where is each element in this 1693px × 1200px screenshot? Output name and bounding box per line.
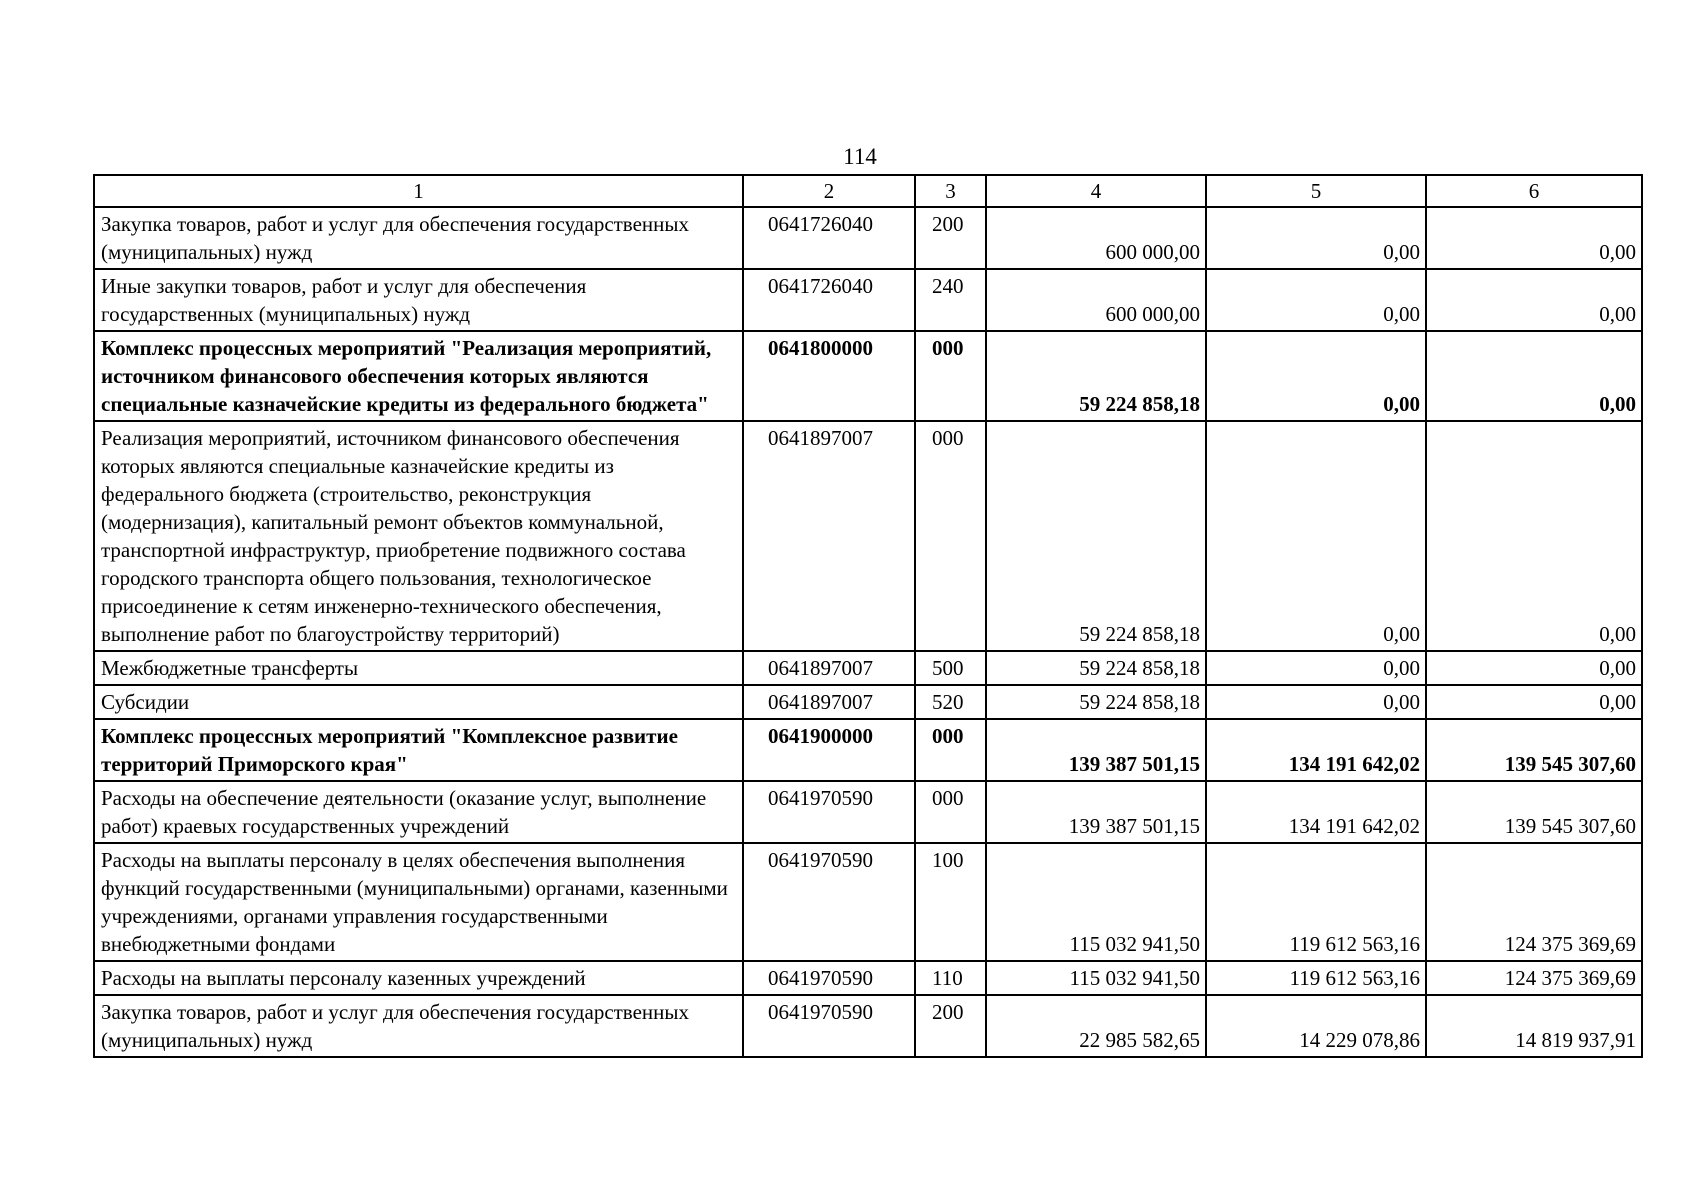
table-row xyxy=(94,685,1642,719)
row-value-col6: 0,00 xyxy=(1426,421,1642,651)
table-row xyxy=(94,781,1642,843)
table-row xyxy=(94,995,1642,1057)
column-header: 4 xyxy=(986,175,1206,207)
row-type: 200 xyxy=(915,995,986,1057)
column-header: 1 xyxy=(94,175,743,207)
row-name: Реализация мероприятий, источником финансового обеспечения которых являются специальные казначейские кредиты из федерального бюджета (строительство, реконструкция (модернизация), капитальный ремонт объектов коммунальной, транспортной инфраструктур, приобретение подвижного состава городского транспорта общего пользования, технологическое присоединение к сетям инженерно-технического обеспечения, выполнение работ по благоустройству территорий) xyxy=(94,421,743,651)
table-row xyxy=(94,961,1642,995)
row-value-col6: 0,00 xyxy=(1426,331,1642,421)
row-type: 110 xyxy=(915,961,986,995)
row-code: 0641897007 xyxy=(743,685,915,719)
row-value-col5: 0,00 xyxy=(1206,421,1426,651)
row-name: Закупка товаров, работ и услуг для обеспечения государственных (муниципальных) нужд xyxy=(94,995,743,1057)
column-header: 6 xyxy=(1426,175,1642,207)
row-value-col5: 0,00 xyxy=(1206,685,1426,719)
row-code: 0641900000 xyxy=(743,719,915,781)
row-code: 0641970590 xyxy=(743,961,915,995)
row-value-col4: 139 387 501,15 xyxy=(986,781,1206,843)
row-value-col5: 134 191 642,02 xyxy=(1206,719,1426,781)
row-value-col4: 115 032 941,50 xyxy=(986,843,1206,961)
row-value-col4: 115 032 941,50 xyxy=(986,961,1206,995)
row-name: Расходы на выплаты персоналу в целях обеспечения выполнения функций государственными (муниципальными) органами, казенными учреждениями, органами управления государственными внебюджетными фондами xyxy=(94,843,743,961)
row-type: 100 xyxy=(915,843,986,961)
row-value-col6: 0,00 xyxy=(1426,207,1642,269)
table-row xyxy=(94,843,1642,961)
row-code: 0641897007 xyxy=(743,651,915,685)
row-name: Иные закупки товаров, работ и услуг для обеспечения государственных (муниципальных) нужд xyxy=(94,269,743,331)
row-code: 0641970590 xyxy=(743,843,915,961)
header-row xyxy=(94,175,1642,207)
budget-table xyxy=(93,174,1643,1058)
row-value-col4: 59 224 858,18 xyxy=(986,685,1206,719)
table-row xyxy=(94,269,1642,331)
row-type: 000 xyxy=(915,781,986,843)
row-value-col6: 124 375 369,69 xyxy=(1426,843,1642,961)
column-header: 5 xyxy=(1206,175,1426,207)
row-type: 000 xyxy=(915,421,986,651)
row-code: 0641970590 xyxy=(743,781,915,843)
row-value-col4: 59 224 858,18 xyxy=(986,651,1206,685)
row-value-col6: 124 375 369,69 xyxy=(1426,961,1642,995)
row-name: Расходы на выплаты персоналу казенных учреждений xyxy=(94,961,743,995)
row-value-col4: 139 387 501,15 xyxy=(986,719,1206,781)
row-type: 520 xyxy=(915,685,986,719)
row-value-col5: 14 229 078,86 xyxy=(1206,995,1426,1057)
row-name: Межбюджетные трансферты xyxy=(94,651,743,685)
row-name: Субсидии xyxy=(94,685,743,719)
table-row xyxy=(94,207,1642,269)
row-type: 240 xyxy=(915,269,986,331)
row-value-col4: 59 224 858,18 xyxy=(986,331,1206,421)
row-value-col6: 139 545 307,60 xyxy=(1426,719,1642,781)
row-type: 000 xyxy=(915,719,986,781)
row-value-col4: 59 224 858,18 xyxy=(986,421,1206,651)
column-header: 3 xyxy=(915,175,986,207)
row-type: 500 xyxy=(915,651,986,685)
row-value-col5: 0,00 xyxy=(1206,207,1426,269)
row-name: Закупка товаров, работ и услуг для обеспечения государственных (муниципальных) нужд xyxy=(94,207,743,269)
row-type: 000 xyxy=(915,331,986,421)
row-value-col5: 0,00 xyxy=(1206,651,1426,685)
row-value-col4: 600 000,00 xyxy=(986,207,1206,269)
row-value-col6: 0,00 xyxy=(1426,269,1642,331)
row-value-col5: 134 191 642,02 xyxy=(1206,781,1426,843)
table-row xyxy=(94,331,1642,421)
row-code: 0641970590 xyxy=(743,995,915,1057)
row-value-col5: 0,00 xyxy=(1206,331,1426,421)
row-value-col5: 119 612 563,16 xyxy=(1206,843,1426,961)
row-code: 0641800000 xyxy=(743,331,915,421)
row-value-col6: 139 545 307,60 xyxy=(1426,781,1642,843)
page-number: 114 xyxy=(843,144,877,169)
row-type: 200 xyxy=(915,207,986,269)
table-row xyxy=(94,651,1642,685)
row-value-col4: 600 000,00 xyxy=(986,269,1206,331)
table-row xyxy=(94,719,1642,781)
row-code: 0641726040 xyxy=(743,269,915,331)
row-code: 0641726040 xyxy=(743,207,915,269)
row-value-col4: 22 985 582,65 xyxy=(986,995,1206,1057)
row-value-col6: 0,00 xyxy=(1426,685,1642,719)
row-value-col5: 119 612 563,16 xyxy=(1206,961,1426,995)
row-code: 0641897007 xyxy=(743,421,915,651)
row-value-col6: 14 819 937,91 xyxy=(1426,995,1642,1057)
row-value-col5: 0,00 xyxy=(1206,269,1426,331)
row-name: Расходы на обеспечение деятельности (оказание услуг, выполнение работ) краевых государственных учреждений xyxy=(94,781,743,843)
column-header: 2 xyxy=(743,175,915,207)
row-name: Комплекс процессных мероприятий "Реализация мероприятий, источником финансового обеспечения которых являются специальные казначейские кредиты из федерального бюджета" xyxy=(94,331,743,421)
row-value-col6: 0,00 xyxy=(1426,651,1642,685)
table-row xyxy=(94,421,1642,651)
row-name: Комплекс процессных мероприятий "Комплексное развитие территорий Приморского края" xyxy=(94,719,743,781)
